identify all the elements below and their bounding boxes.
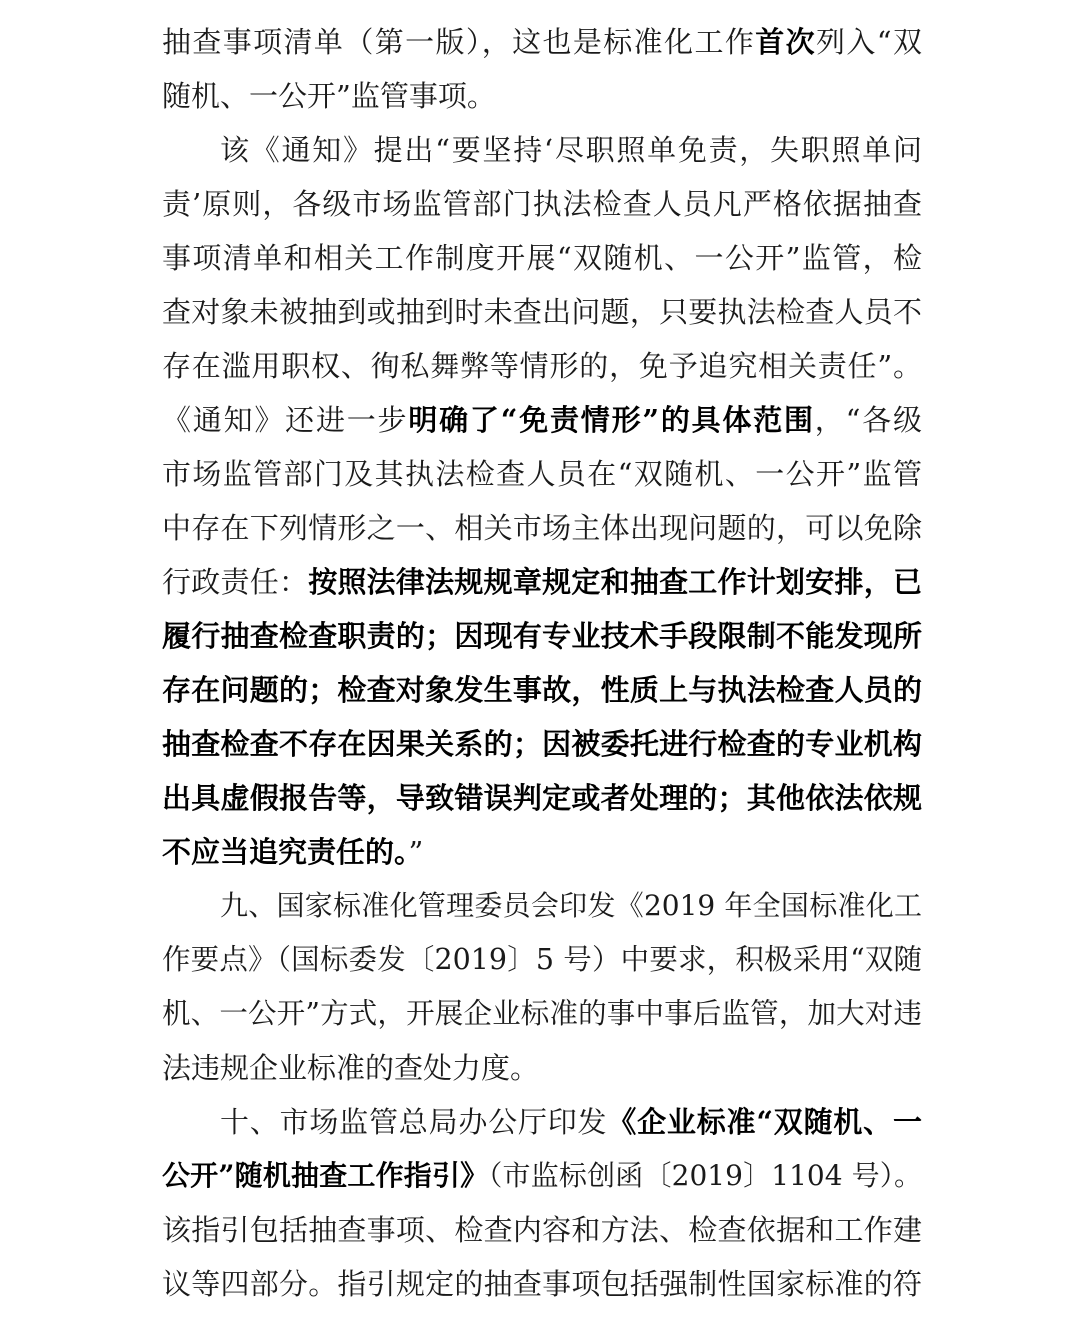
text-line: 中存在下列情形之一、相关市场主体出现问题的，可以免除 [162, 511, 922, 545]
text-line: 《通知》还进一步明确了“免责情形”的具体范围，“各级 [162, 403, 922, 437]
text-line: 抽查检查不存在因果关系的；因被委托进行检查的专业机构 [162, 727, 922, 761]
text-line: 存在问题的；检查对象发生事故，性质上与执法检查人员的 [162, 673, 922, 707]
text-line: 查对象未被抽到或抽到时未查出问题，只要执法检查人员不 [162, 295, 922, 329]
paragraph-first-line: 十、市场监管总局办公厅印发《企业标准“双随机、一 [220, 1105, 922, 1139]
text-line: 机、一公开”方式，开展企业标准的事中事后监管，加大对违 [162, 997, 922, 1030]
text-line: 存在滥用职权、徇私舞弊等情形的，免予追究相关责任”。 [162, 349, 922, 383]
text-line: 议等四部分。指引规定的抽查事项包括强制性国家标准的符 [162, 1267, 922, 1301]
text-line: 该指引包括抽查事项、检查内容和方法、检查依据和工作建 [162, 1213, 922, 1247]
paragraph-first-line: 九、国家标准化管理委员会印发《2019 年全国标准化工 [220, 889, 922, 922]
text-line: 行政责任：按照法律法规规章规定和抽查工作计划安排，已 [162, 565, 922, 599]
text-line: 随机、一公开”监管事项。 [162, 79, 496, 113]
text-line: 市场监管部门及其执法检查人员在“双随机、一公开”监管 [162, 457, 922, 491]
text-line: 履行抽查检查职责的；因现有专业技术手段限制不能发现所 [162, 619, 922, 653]
text-line: 作要点》（国标委发〔2019〕5 号）中要求，积极采用“双随 [162, 943, 922, 976]
text-line: 不应当追究责任的。” [162, 835, 424, 869]
text-line: 事项清单和相关工作制度开展“双随机、一公开”监管，检 [162, 241, 922, 275]
text-line: 抽查事项清单（第一版），这也是标准化工作首次列入“双 [162, 25, 922, 59]
text-line: 责’原则，各级市场监管部门执法检查人员凡严格依据抽查 [162, 187, 922, 221]
text-line: 公开”随机抽查工作指引》（市监标创函〔2019〕1104 号）。 [162, 1159, 922, 1192]
text-line: 法违规企业标准的查处力度。 [162, 1051, 540, 1085]
paragraph-first-line: 该《通知》提出“要坚持‘尽职照单免责，失职照单问 [220, 133, 922, 167]
text-line: 出具虚假报告等，导致错误判定或者处理的；其他依法依规 [162, 781, 922, 815]
